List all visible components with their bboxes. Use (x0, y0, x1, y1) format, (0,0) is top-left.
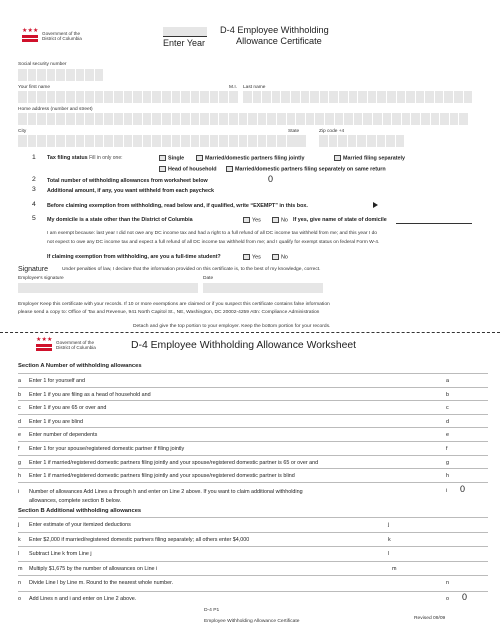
row-separator (18, 414, 488, 415)
row-mid-letter: k (388, 536, 391, 543)
row-o-letter: o (18, 596, 21, 602)
row-letter: h (18, 473, 21, 480)
dc-flag-icon: ★ ★ ★ (36, 340, 52, 351)
student-no-option[interactable] (272, 254, 288, 260)
single-checkbox[interactable] (159, 155, 166, 161)
married-jointly-label: Married/domestic partners filing jointly (205, 155, 305, 162)
city-label: City (18, 129, 27, 134)
row-letter: k (18, 536, 21, 543)
row-right-letter: h (446, 473, 449, 480)
ssn-input[interactable] (18, 69, 104, 81)
status-married-jointly-option[interactable] (196, 155, 304, 161)
city-input[interactable] (18, 135, 306, 147)
row-o-value[interactable]: 0 (462, 592, 468, 602)
row-letter: c (18, 405, 21, 412)
line-4-number: 4 (32, 201, 36, 208)
worksheet-logo-line-1: Government of the (56, 340, 95, 345)
row-letter: a (18, 378, 21, 384)
married-separately-label: Married filing separately (343, 155, 406, 162)
line-5-label: My domicile is a state other than the District of Columbia (47, 217, 193, 223)
signature-date-field[interactable] (203, 283, 323, 293)
line-3-label: Additional amount, if any, you want withheld from each paycheck (47, 188, 215, 194)
row-text: Enter 1 if you are 65 or over and (29, 405, 107, 412)
employer-note (18, 301, 330, 316)
row-letter: d (18, 418, 21, 425)
domicile-yes-checkbox[interactable] (243, 217, 250, 223)
line-2-label: Total number of withholding allowances from worksheet below (47, 178, 208, 184)
signature-date-label: Date (203, 276, 214, 281)
row-letter: b (18, 391, 21, 398)
worksheet-row-c (18, 405, 106, 411)
status-married-separately-option[interactable] (334, 155, 405, 161)
row-mid-letter: j (388, 522, 390, 528)
employee-signature-field[interactable] (18, 283, 198, 293)
row-n-right-letter: n (446, 580, 449, 586)
domicile-yes-option[interactable] (243, 217, 261, 223)
row-text: Enter 1 if married/registered domestic partners filing jointly and your spouse/registered domestic partner is 65 or over and (29, 459, 319, 466)
row-separator (18, 427, 488, 428)
row-mid-letter: l (388, 551, 390, 557)
row-separator (18, 441, 488, 442)
row-separator (18, 482, 488, 483)
row-separator (18, 373, 488, 374)
row-i-text-1: Number of allowances Add Lines a through h and enter on Line 2 above. If you want to claim additional withholding (29, 489, 303, 495)
worksheet-dc-logo (36, 337, 96, 351)
detach-note: Detach and give the top portion to your employer. Keep the bottom portion for your records. (133, 324, 331, 329)
worksheet-row-j (18, 522, 131, 528)
address-input[interactable] (18, 113, 469, 125)
worksheet-row-e (18, 432, 97, 438)
row-text: Enter $2,000 if married/registered domestic partners filing separately; all others enter $4,000 (29, 536, 250, 543)
section-a-heading: Section A Number of withholding allowances (18, 363, 142, 369)
employer-note-line-2: please send a copy to: Office of Tax and Revenue, 941 North Capitol St., NE, Washington, DC 20002-4259 Attn: Compliance Administration (18, 309, 320, 315)
row-n-letter: n (18, 580, 21, 586)
row-separator (18, 575, 488, 576)
head-of-household-checkbox[interactable] (159, 166, 166, 172)
exemption-statement (47, 230, 379, 248)
zip-input[interactable] (319, 135, 405, 147)
line-1-number: 1 (32, 154, 36, 161)
last-name-label: Last name (243, 85, 266, 90)
row-right-letter: g (446, 459, 449, 466)
row-separator (18, 532, 488, 533)
row-separator (18, 387, 488, 388)
full-time-student-question: If claiming exemption from withholding, are you a full-time student? (47, 254, 221, 260)
row-text: Enter 1 if married/registered domestic partners filing jointly and your spouse/registered domestic partner is blind (29, 473, 295, 480)
married-same-return-checkbox[interactable] (226, 166, 233, 172)
row-text: Enter 1 if you are filing as a head of household and (29, 391, 151, 398)
employee-signature-label: Employee's signature (18, 276, 64, 281)
arrow-right-icon (373, 202, 378, 208)
row-i-value[interactable]: 0 (460, 484, 466, 494)
worksheet-row-g (18, 460, 318, 466)
domicile-yes-label: Yes (252, 217, 261, 224)
worksheet-row-b (18, 392, 151, 398)
footer-page: D-4 P1 (204, 608, 220, 613)
worksheet-row-d (18, 419, 83, 425)
domicile-no-option[interactable] (272, 217, 288, 223)
zip-label: Zip code +4 (319, 129, 345, 134)
row-right-letter: b (446, 391, 449, 398)
exemption-line-1: I am exempt because: last year I did not owe any DC income tax and had a right to a full refund of all DC income tax withheld from me; and this year I do (47, 231, 378, 236)
domicile-state-label: If yes, give name of state of domicile (293, 217, 387, 223)
exemption-line-2: not expect to owe any DC income tax and expect a full refund of all DC income tax withheld from me; and I qualify for exempt status on federal Form W-4. (47, 239, 380, 245)
dc-government-logo (22, 28, 82, 42)
row-text: Enter 1 for your spouse/registered domestic partner if filing jointly (29, 446, 185, 452)
row-n-text: Divide Line l by Line m. Round to the nearest whole number. (29, 580, 174, 586)
row-separator (18, 561, 488, 562)
line-3-number: 3 (32, 186, 36, 193)
row-letter: e (18, 432, 21, 439)
row-right-letter: c (446, 405, 449, 412)
logo-line-2: District of Columbia (42, 36, 82, 42)
row-i-text-2: allowances, complete section B below. (29, 497, 121, 504)
line-5-number: 5 (32, 215, 36, 222)
worksheet-title: D-4 Employee Withholding Allowance Worksheet (131, 340, 357, 351)
row-text: Enter 1 for yourself and (29, 378, 86, 384)
line-4-label: Before claiming exemption from withholding, read below and, if qualified, write “EXEMPT” in this box. (47, 203, 308, 209)
form-title-line-2: Allowance Certificate (236, 36, 322, 46)
line-2-value[interactable]: 0 (268, 174, 274, 184)
row-mid-letter: m (392, 565, 397, 572)
row-i (18, 488, 303, 505)
row-o-text: Add Lines n and i and enter on Line 2 above. (29, 596, 137, 602)
fill-only-one-note: Fill in only one: (89, 155, 123, 161)
form-title (220, 25, 329, 47)
row-letter: f (18, 446, 20, 452)
employer-note-line-1: Employer Keep this certificate with your records. If 10 or more exemptions are claimed or if you suspect this certificate contains false information (18, 302, 330, 307)
domicile-state-input[interactable] (396, 223, 472, 224)
row-separator (18, 546, 488, 547)
status-head-of-household-option[interactable] (159, 166, 217, 172)
enter-year-label: Enter Year (163, 38, 206, 48)
detach-line (0, 332, 500, 333)
student-yes-option[interactable] (243, 254, 261, 260)
student-no-checkbox[interactable] (272, 254, 279, 260)
row-right-letter: a (446, 378, 449, 384)
dc-flag-icon: ★ ★ ★ (22, 31, 38, 42)
logo-line-1: Government of the (42, 31, 81, 36)
domicile-no-checkbox[interactable] (272, 217, 279, 223)
signature-declaration: Under penalties of law, I declare that the information provided on this certificate is, to the best of my knowledge, correct. (62, 267, 321, 272)
row-letter: j (18, 522, 20, 528)
student-yes-checkbox[interactable] (243, 254, 250, 260)
head-of-household-label: Head of household (168, 166, 217, 173)
married-same-return-label: Married/domestic partners filing separately on same return (235, 166, 386, 173)
row-separator (18, 468, 488, 469)
married-separately-checkbox[interactable] (334, 155, 341, 161)
student-no-label: No (281, 254, 288, 261)
row-letter: l (18, 551, 20, 557)
footer-form-name: Employee Withholding Allowance Certificate (204, 619, 300, 624)
row-text: Enter estimate of your itemized deductions (29, 522, 131, 528)
worksheet-row-h (18, 473, 295, 479)
row-right-letter: f (446, 446, 448, 452)
row-separator (18, 591, 488, 592)
mi-label: M.I. (229, 85, 237, 90)
section-b-heading: Section B Additional withholding allowances (18, 508, 142, 514)
line-1-label: Tax filing status (47, 155, 88, 161)
domicile-no-label: No (281, 217, 288, 224)
status-single-option[interactable] (159, 155, 184, 161)
row-text: Multiply $1,675 by the number of allowances on Line i (29, 565, 158, 572)
row-letter: m (18, 565, 23, 572)
address-label: Home address (number and street) (18, 107, 93, 112)
worksheet-logo-line-2: District of Columbia (56, 345, 96, 351)
row-n (18, 580, 173, 586)
worksheet-row-a (18, 378, 85, 384)
middle-initial-input[interactable] (229, 91, 239, 103)
first-name-input[interactable] (18, 91, 229, 103)
first-name-label: Your first name (18, 85, 51, 90)
row-right-letter: e (446, 432, 449, 439)
line-2-number: 2 (32, 176, 36, 183)
worksheet-row-l (18, 551, 92, 557)
row-letter: g (18, 459, 21, 466)
row-text: Subtract Line k from Line j (29, 551, 92, 557)
row-separator (18, 400, 488, 401)
row-separator (18, 517, 488, 518)
state-input[interactable] (288, 135, 307, 147)
worksheet-row-f (18, 446, 184, 452)
single-label: Single (168, 155, 185, 162)
ssn-label: Social security number (18, 62, 67, 67)
row-o-right-letter: o (446, 596, 449, 602)
last-name-input[interactable] (243, 91, 473, 103)
line-1-filing-status (47, 155, 123, 161)
state-label: State (288, 129, 300, 134)
signature-title: Signature (18, 266, 48, 273)
enter-year-field[interactable] (163, 27, 207, 37)
married-jointly-checkbox[interactable] (196, 155, 203, 161)
student-yes-label: Yes (252, 254, 261, 261)
row-i-letter: i (18, 489, 20, 495)
row-i-right-letter: i (446, 488, 448, 494)
worksheet-row-k (18, 537, 249, 543)
row-text: Enter number of dependents (29, 432, 98, 439)
footer-revised: Revised 09/09 (414, 616, 446, 621)
form-title-line-1: D-4 Employee Withholding (220, 25, 329, 35)
row-right-letter: d (446, 418, 449, 425)
row-o (18, 596, 136, 602)
status-married-same-return-option[interactable] (226, 166, 386, 172)
worksheet-row-m (18, 566, 157, 572)
row-text: Enter 1 if you are blind (29, 418, 83, 425)
row-separator (18, 455, 488, 456)
